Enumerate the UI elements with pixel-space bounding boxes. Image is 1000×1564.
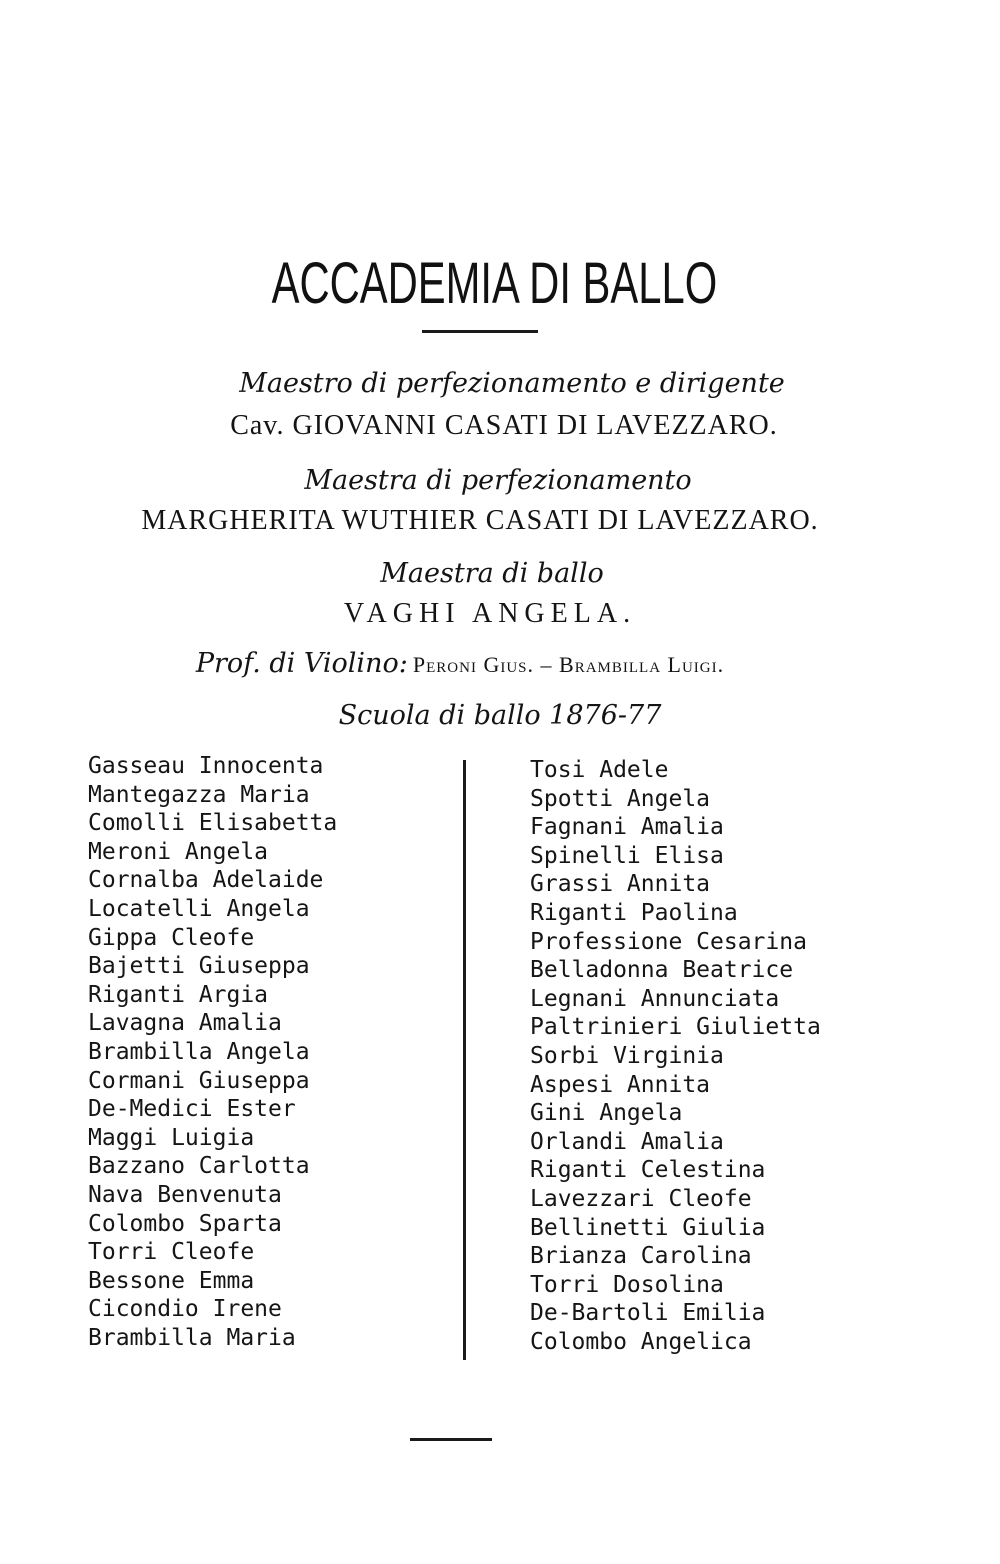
- title-rule: [422, 330, 538, 333]
- student-name: Sorbi Virginia: [530, 1042, 724, 1069]
- student-name: Colombo Angelica: [530, 1328, 752, 1355]
- ballo-name: VAGHI ANGELA.: [343, 598, 637, 629]
- student-name: Nava Benvenuta: [88, 1181, 282, 1208]
- student-name: Brambilla Angela: [88, 1038, 310, 1065]
- student-name: Gini Angela: [530, 1100, 683, 1127]
- student-name: Gasseau Innocenta: [88, 753, 324, 779]
- student-name: Cormani Giuseppa: [88, 1067, 310, 1094]
- student-name: Belladonna Beatrice: [530, 957, 794, 984]
- student-name: Aspesi Annita: [530, 1071, 711, 1098]
- student-name: Lavagna Amalia: [88, 1010, 282, 1037]
- student-name: Mantegazza Maria: [88, 781, 310, 808]
- student-name: Bajetti Giuseppa: [88, 953, 310, 980]
- student-name: Spinelli Elisa: [530, 842, 724, 869]
- student-name: Meroni Angela: [88, 838, 269, 865]
- student-name: Locatelli Angela: [88, 895, 310, 922]
- student-name: Bazzano Carlotta: [88, 1153, 310, 1180]
- violin-role: Prof. di Violino:: [195, 648, 408, 679]
- school-heading: Scuola di ballo 1876-77: [338, 700, 662, 731]
- student-name: Brambilla Maria: [88, 1324, 296, 1351]
- students-right-column: [530, 756, 821, 1356]
- student-name: Tosi Adele: [530, 757, 669, 783]
- maestra-role: Maestra di perfezionamento: [304, 465, 692, 496]
- student-name: Spotti Angela: [530, 785, 711, 812]
- student-name: Bellinetti Giulia: [530, 1214, 766, 1241]
- student-name: Torri Cleofe: [88, 1239, 255, 1266]
- student-name: Grassi Annita: [530, 871, 711, 898]
- student-name: Cicondio Irene: [88, 1296, 282, 1323]
- student-name: Comolli Elisabetta: [88, 810, 338, 837]
- student-name: Colombo Sparta: [88, 1210, 282, 1237]
- student-name: Cornalba Adelaide: [88, 867, 324, 894]
- student-name: Riganti Celestina: [530, 1157, 766, 1184]
- maestro-name: Cav. GIOVANNI CASATI DI LAVEZZARO.: [230, 410, 778, 441]
- student-name: Riganti Argia: [88, 981, 269, 1008]
- student-name: Professione Cesarina: [530, 928, 807, 955]
- student-name: Paltrinieri Giulietta: [530, 1014, 821, 1041]
- student-name: Lavezzari Cleofe: [530, 1185, 752, 1212]
- page-title: ACCADEMIA DI BALLO: [271, 251, 718, 316]
- students-left-column: [88, 752, 337, 1352]
- maestro-role: Maestro di perfezionamento e dirigente: [239, 368, 785, 399]
- student-name: Fagnani Amalia: [530, 814, 724, 841]
- student-name: Gippa Cleofe: [88, 924, 255, 951]
- student-name: Bessone Emma: [88, 1267, 255, 1294]
- student-name: De-Medici Ester: [88, 1096, 296, 1123]
- student-name: Legnani Annunciata: [530, 985, 780, 1012]
- violin-names: Peroni Gius. – Brambilla Luigi.: [412, 652, 725, 677]
- student-name: De-Bartoli Emilia: [530, 1300, 766, 1327]
- bottom-rule: [410, 1438, 492, 1441]
- ballo-role: Maestra di ballo: [380, 558, 604, 589]
- maestra-name: MARGHERITA WUTHIER CASATI DI LAVEZZARO.: [141, 505, 819, 536]
- violin-line: [0, 648, 960, 679]
- student-name: Maggi Luigia: [88, 1124, 255, 1151]
- student-name: Brianza Carolina: [530, 1243, 752, 1270]
- student-name: Orlandi Amalia: [530, 1128, 724, 1155]
- column-divider: [463, 760, 466, 1360]
- student-name: Riganti Paolina: [530, 899, 738, 926]
- student-name: Torri Dosolina: [530, 1271, 724, 1298]
